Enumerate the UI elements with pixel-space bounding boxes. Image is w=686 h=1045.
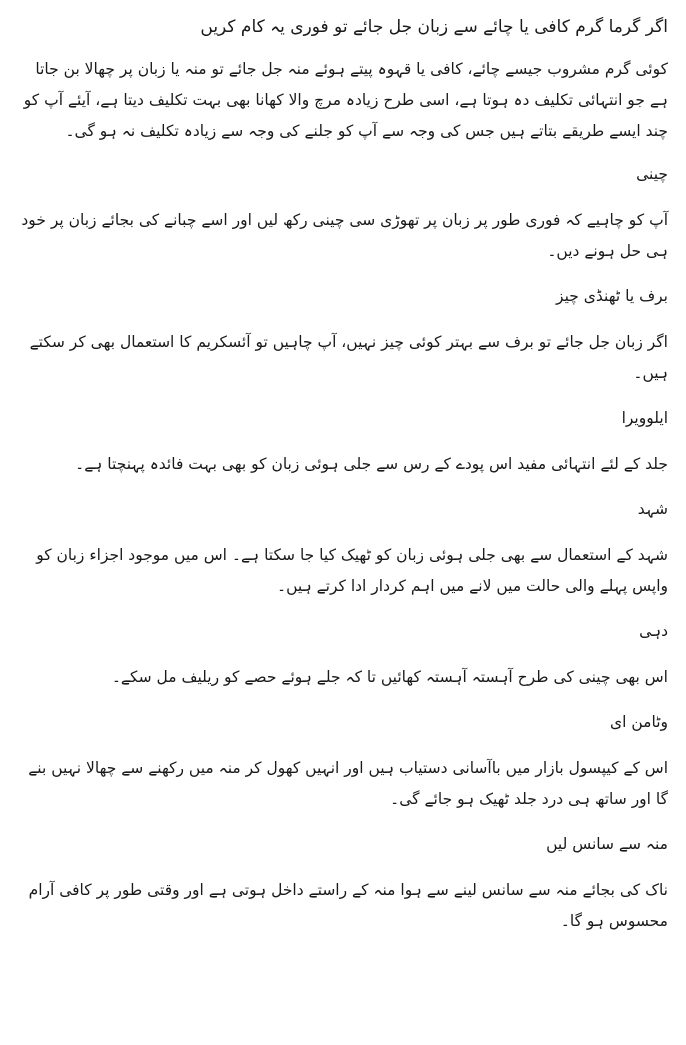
article-title: اگر گرما گرم کافی یا چائے سے زبان جل جائے تو فوری یہ کام کریں [200, 17, 668, 37]
section-vitamin-e [14, 707, 668, 815]
section-text: شہد کے استعمال سے بھی جلی ہوئی زبان کو ٹھیک کیا جا سکتا ہے۔ اس میں موجود اجزاء زبان کو واپس پہلے والی حالت میں لانے میں اہم کردار ادا کرتے ہیں۔ [36, 546, 668, 595]
section-text: آپ کو چاہیے کہ فوری طور پر زبان پر تھوڑی سی چینی رکھ لیں اور اسے چبانے کی بجائے زبان پر خود ہی حل ہونے دیں۔ [21, 211, 668, 260]
section-heading: ایلوویرا [621, 409, 668, 427]
section-yogurt [14, 616, 668, 693]
section-aloe-vera [14, 403, 668, 480]
section-text: اس بھی چینی کی طرح آہستہ آہستہ کھائیں تا کہ جلے ہوئے حصے کو ریلیف مل سکے۔ [111, 668, 668, 686]
section-sugar [14, 159, 668, 267]
section-text: ناک کی بجائے منہ سے سانس لینے سے ہوا منہ کے راستے داخل ہوتی ہے اور وقتی طور پر کافی آرام محسوس ہو گا۔ [28, 881, 668, 930]
section-ice [14, 281, 668, 389]
section-heading: منہ سے سانس لیں [546, 835, 668, 853]
section-heading: برف یا ٹھنڈی چیز [556, 287, 668, 305]
section-text: اگر زبان جل جائے تو برف سے بہتر کوئی چیز نہیں، آپ چاہیں تو آئسکریم کا استعمال بھی کر سکتے ہیں۔ [29, 333, 668, 382]
section-honey [14, 494, 668, 602]
section-text: جلد کے لئے انتہائی مفید اس پودے کے رس سے جلی ہوئی زبان کو بھی بہت فائدہ پہنچتا ہے۔ [75, 455, 668, 473]
section-text: اس کے کیپسول بازار میں باآسانی دستیاب ہیں اور انہیں کھول کر منہ میں رکھنے سے چھالا نہیں بنے گا اور ساتھ ہی درد جلد ٹھیک ہو جائے گی۔ [28, 759, 668, 808]
section-mouth-breathing [14, 829, 668, 937]
section-heading: وٹامن ای [610, 713, 668, 731]
section-heading: شہد [637, 500, 668, 518]
section-heading: چینی [636, 165, 668, 183]
section-heading: دہی [639, 622, 668, 640]
intro-paragraph: کوئی گرم مشروب جیسے چائے، کافی یا قہوہ پیتے ہوئے منہ جل جائے تو منہ یا زبان پر چھالا بن جاتا ہے جو انتہائی تکلیف دہ ہوتا ہے، اسی طرح زیادہ مرچ والا کھانا بھی بہت تکلیف دیتا ہے، آیئے آپ کو چند ایسے طریقے بتاتے ہیں جس کی وجہ سے آپ کو جلنے کی وجہ سے زیادہ تکلیف نہ ہو گی۔ [23, 60, 668, 140]
